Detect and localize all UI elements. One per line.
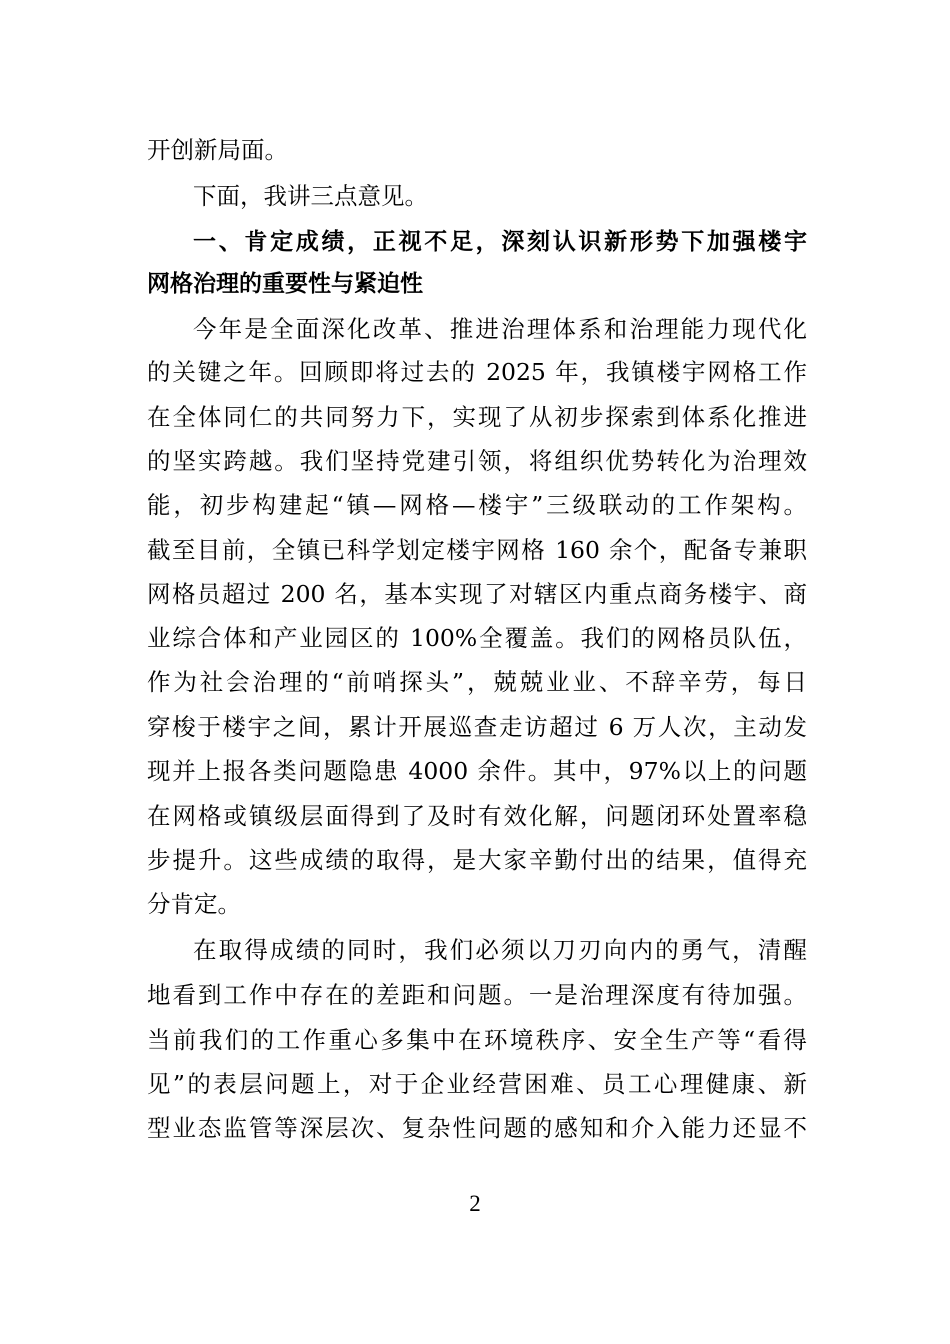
text-line: 分肯定。	[147, 890, 241, 918]
text-line: 开创新局面。	[147, 136, 288, 164]
text-line: 型业态监管等深层次、复杂性问题的感知和介入能力还显不	[147, 1114, 807, 1142]
text-line: 在网格或镇级层面得到了及时有效化解，问题闭环处置率稳	[147, 802, 807, 830]
text-line: 的坚实跨越。我们坚持党建引领，将组织优势转化为治理效	[147, 447, 807, 475]
text-line: 截至目前，全镇已科学划定楼宇网格 160 余个，配备专兼职	[147, 536, 807, 564]
page-number: 2	[469, 1191, 481, 1216]
text-line: 的关键之年。回顾即将过去的 2025 年，我镇楼宇网格工作	[147, 358, 807, 386]
text-line: 步提升。这些成绩的取得，是大家辛勤付出的结果，值得充	[147, 846, 807, 874]
text-line: 业综合体和产业园区的 100%全覆盖。我们的网格员队伍，	[147, 624, 807, 652]
text-line: 下面，我讲三点意见。	[193, 182, 428, 210]
section-heading: 一、肯定成绩，正视不足，深刻认识新形势下加强楼宇	[193, 229, 807, 255]
text-line: 今年是全面深化改革、推进治理体系和治理能力现代化	[193, 315, 807, 343]
text-line: 当前我们的工作重心多集中在环境秩序、安全生产等“看得	[147, 1026, 807, 1054]
text-line: 作为社会治理的“前哨探头”，兢兢业业、不辞辛劳，每日	[147, 668, 807, 696]
text-line: 在取得成绩的同时，我们必须以刀刃向内的勇气，清醒	[193, 936, 807, 964]
text-line: 地看到工作中存在的差距和问题。一是治理深度有待加强。	[147, 981, 807, 1009]
text-line: 网格员超过 200 名，基本实现了对辖区内重点商务楼宇、商	[147, 580, 807, 608]
text-line: 见”的表层问题上，对于企业经营困难、员工心理健康、新	[147, 1070, 807, 1098]
text-line: 现并上报各类问题隐患 4000 余件。其中，97%以上的问题	[147, 757, 807, 785]
section-heading: 网格治理的重要性与紧迫性	[147, 271, 423, 297]
text-line: 在全体同仁的共同努力下，实现了从初步探索到体系化推进	[147, 403, 807, 431]
text-line: 能，初步构建起“镇—网格—楼宇”三级联动的工作架构。	[147, 491, 807, 519]
text-line: 穿梭于楼宇之间，累计开展巡查走访超过 6 万人次，主动发	[147, 713, 807, 741]
